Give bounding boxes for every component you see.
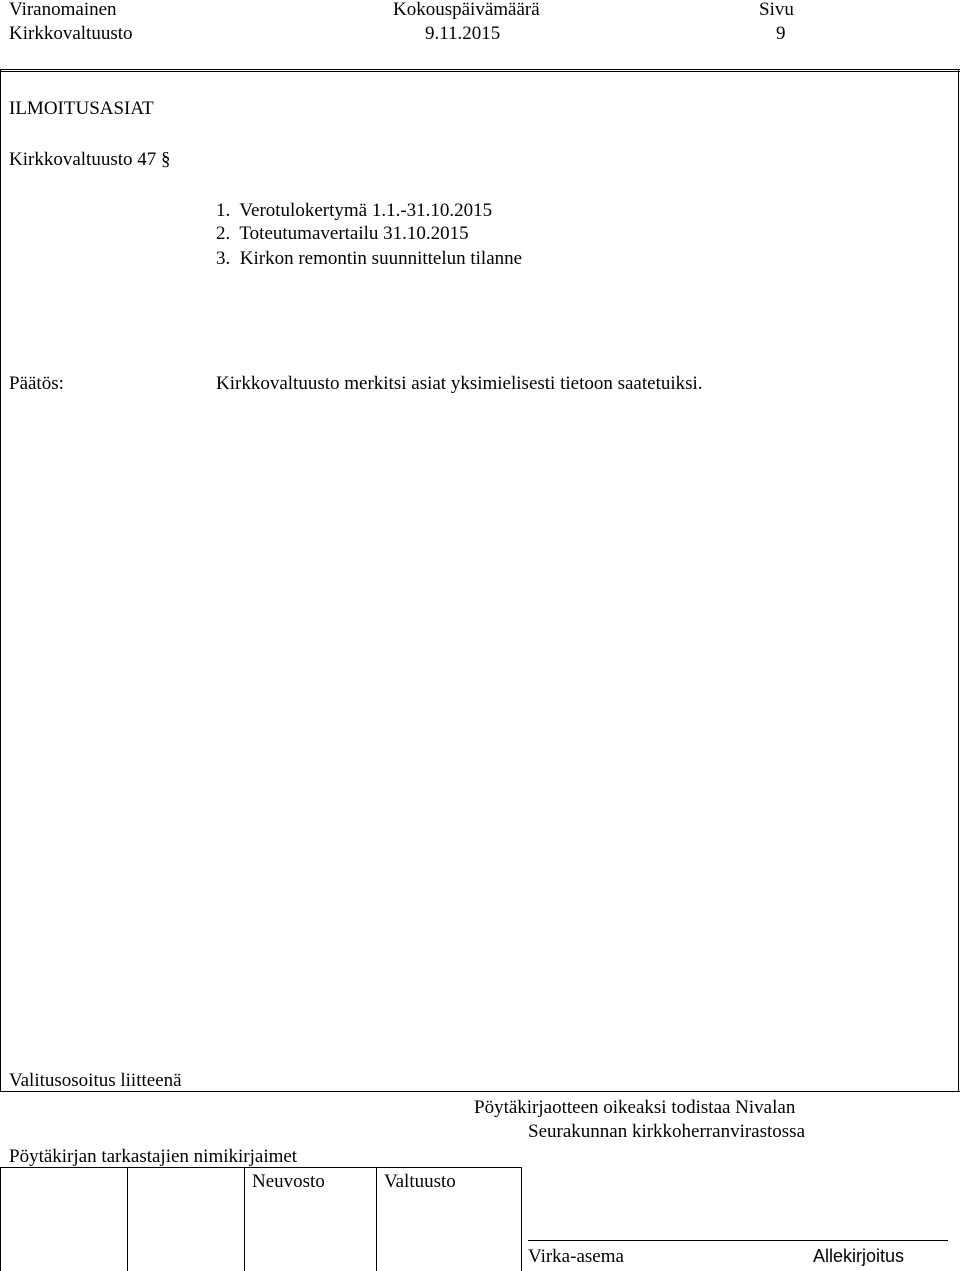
list-item: 2. Toteutumavertailu 31.10.2015	[216, 223, 469, 244]
decision-label: Päätös:	[9, 373, 64, 394]
initials-table-border	[376, 1167, 377, 1271]
appeal-note: Valitusosoitus liitteenä	[9, 1070, 182, 1091]
list-item: 1. Verotulokertymä 1.1.-31.10.2015	[216, 200, 493, 221]
header-divider	[0, 69, 960, 70]
decision-text: Kirkkovaltuusto merkitsi asiat yksimielisesti tietoon saatetuiksi.	[216, 373, 703, 394]
initials-table-border	[127, 1167, 128, 1271]
initials-table-top	[0, 1167, 522, 1168]
initials-table-border	[244, 1167, 245, 1271]
header-divider-inner	[0, 71, 960, 72]
initials-table-border	[0, 1167, 1, 1271]
content-frame	[0, 69, 959, 1091]
footer-divider	[0, 1091, 960, 1092]
initials-title: Pöytäkirjan tarkastajien nimikirjaimet	[9, 1146, 298, 1167]
page-number: 9	[776, 23, 786, 44]
certification-line: Seurakunnan kirkkoherranvirastossa	[528, 1121, 806, 1142]
meeting-date-label: Kokouspäivämäärä	[393, 0, 540, 20]
section-title: ILMOITUSASIAT	[9, 98, 154, 119]
certification-line: Pöytäkirjaotteen oikeaksi todistaa Nivalan	[474, 1097, 796, 1118]
page-label: Sivu	[759, 0, 794, 20]
authority-label: Viranomainen	[9, 0, 117, 20]
initials-column-neuvosto: Neuvosto	[252, 1171, 325, 1192]
list-item: 3. Kirkon remontin suunnittelun tilanne	[216, 248, 523, 269]
meeting-date-value: 9.11.2015	[425, 23, 501, 44]
signature-title-label: Virka-asema	[528, 1246, 624, 1267]
initials-table-border	[521, 1167, 522, 1271]
section-reference: Kirkkovaltuusto 47 §	[9, 149, 171, 170]
signature-line	[528, 1240, 948, 1241]
signature-label: Allekirjoitus	[813, 1246, 905, 1266]
initials-column-valtuusto: Valtuusto	[384, 1171, 456, 1192]
authority-value: Kirkkovaltuusto	[9, 23, 133, 44]
